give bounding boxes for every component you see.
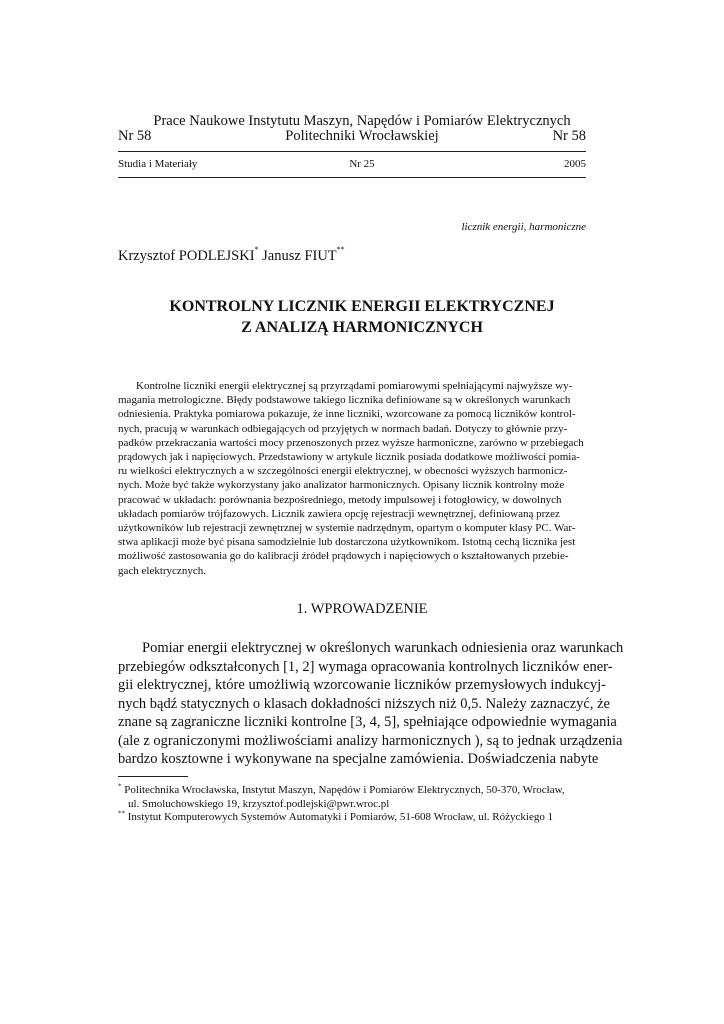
author-1-mark: * [254,245,259,255]
keywords: licznik energii, harmoniczne [461,221,586,233]
abstract-line: pracować w układach: porównania bezpośredniego, metody impulsowej i fotogłowicy, w dowolnych [118,493,562,506]
abstract-line: Kontrolne liczniki energii elektrycznej są przyrządami pomiarowymi spełniającymi najwyższe wy- [136,380,573,392]
footnote-divider [118,776,188,777]
abstract-line: gach elektrycznych. [118,564,206,577]
body-line: Pomiar energii elektrycznej w określonych warunkach odniesienia oraz warunkach [142,640,624,656]
footnote-1 [118,784,586,798]
abstract-line: odniesienia. Praktyka pomiarowa pokazuje, że inne liczniki, wzorcowane za pomocą liczników kontrol- [118,408,576,421]
abstract-line: ru wielkości elektrycznych a w szczególności energii elektrycznej, w obecności wyższych harmonicz- [118,465,568,478]
abstract-line: nych. Może być także wykorzystany jako analizator harmonicznych. Opisany licznik kontrolny może [118,479,565,492]
header-divider-bottom [118,177,586,178]
author-1: Krzysztof PODLEJSKI [118,248,255,264]
abstract-line: układach pomiarów trójfazowych. Licznik zawiera opcję rejestracji wewnętrznej, definiowaną przez [118,507,560,520]
title-line-2: Z ANALIZĄ HARMONICZNYCH [241,319,483,336]
abstract-line: stwa aplikacji może być pisana samodzielnie lub dostarczona użytkownikom. Istotną cechą licznika jest [118,536,576,549]
paper-title [0,296,724,338]
series-name: Studia i Materiały [118,158,198,170]
footnote-2-text: Instytut Komputerowych Systemów Automatyki i Pomiarów, 51-608 Wrocław, ul. Różyckiego 1 [125,811,554,823]
journal-name: Prace Naukowe Instytutu Maszyn, Napędów i Pomiarów Elektrycznych [153,113,571,129]
footnote-2-mark: ** [118,809,125,818]
footnote-2 [118,811,586,825]
body-line: bardzo kosztowne i wykonywane na specjalne zamówienia. Doświadczenia nabyte [118,751,599,767]
abstract-line: nych, pracują w warunkach odbiegających od przyjętych w normach badań. Dotyczy to głównie przy- [118,422,568,435]
header-divider-top [118,151,586,152]
section-heading: 1. WPROWADZENIE [296,601,428,617]
authors [118,245,345,265]
abstract-line: prądowych jak i napięciowych. Przedstawiony w artykule licznik posiada dodatkowe możliwości pomia- [118,451,580,464]
abstract-line: użytkowników lub rejestracji zewnętrznej w systemie nadrzędnym, opartym o komputer klasy PC. War- [118,522,576,535]
abstract-line: możliwość zastosowania go do kalibracji źródeł prądowych i napięciowych o kształtowanych przebie- [118,550,569,563]
publication-year: 2005 [564,158,586,170]
body-line: gii elektrycznej, które umożliwią wzorcowanie liczników przemysłowych indukcyj- [118,677,607,693]
abstract [118,379,586,578]
body-line: (ale z ograniczonymi możliwościami analizy harmonicznych ), są to jednak urządzenia [118,732,623,749]
issue-number-right: Nr 58 [552,128,586,144]
body-line: znane są zagraniczne liczniki kontrolne [3, 4, 5], spełniające odpowiednie wymagania [118,714,617,730]
footnote-1-text: Politechnika Wrocławska, Instytut Maszyn, Napędów i Pomiarów Elektrycznych, 50-370, Wrocław, [121,784,565,796]
footnotes [118,784,586,825]
footnote-1-mark: * [118,782,122,791]
abstract-line: magania metrologiczne. Błędy podstawowe takiego licznika definiowane są w określonych warunkach [118,394,571,407]
author-2-mark: ** [336,245,345,255]
body-line: przebiegów odkształconych [1, 2] wymaga opracowania kontrolnych liczników ener- [118,658,613,675]
journal-institution: Politechniki Wrocławskiej [285,128,439,144]
author-2: Janusz FIUT [258,248,337,264]
footnote-1-continued: ul. Smoluchowskiego 19, krzysztof.podlejski@pwr.wroc.pl [128,797,390,810]
body-text [118,639,624,769]
issue-number-left: Nr 58 [118,128,152,144]
series-number: Nr 25 [349,158,375,170]
abstract-line: padków przekraczania wartości mocy przenoszonych przez wyższe harmoniczne, zarówno w przebiegach [118,436,584,449]
body-line: nych bądź statycznych o klasach dokładności niższych niż 0,5. Należy zaznaczyć, że [118,695,610,712]
title-line-1: KONTROLNY LICZNIK ENERGII ELEKTRYCZNEJ [169,298,555,315]
